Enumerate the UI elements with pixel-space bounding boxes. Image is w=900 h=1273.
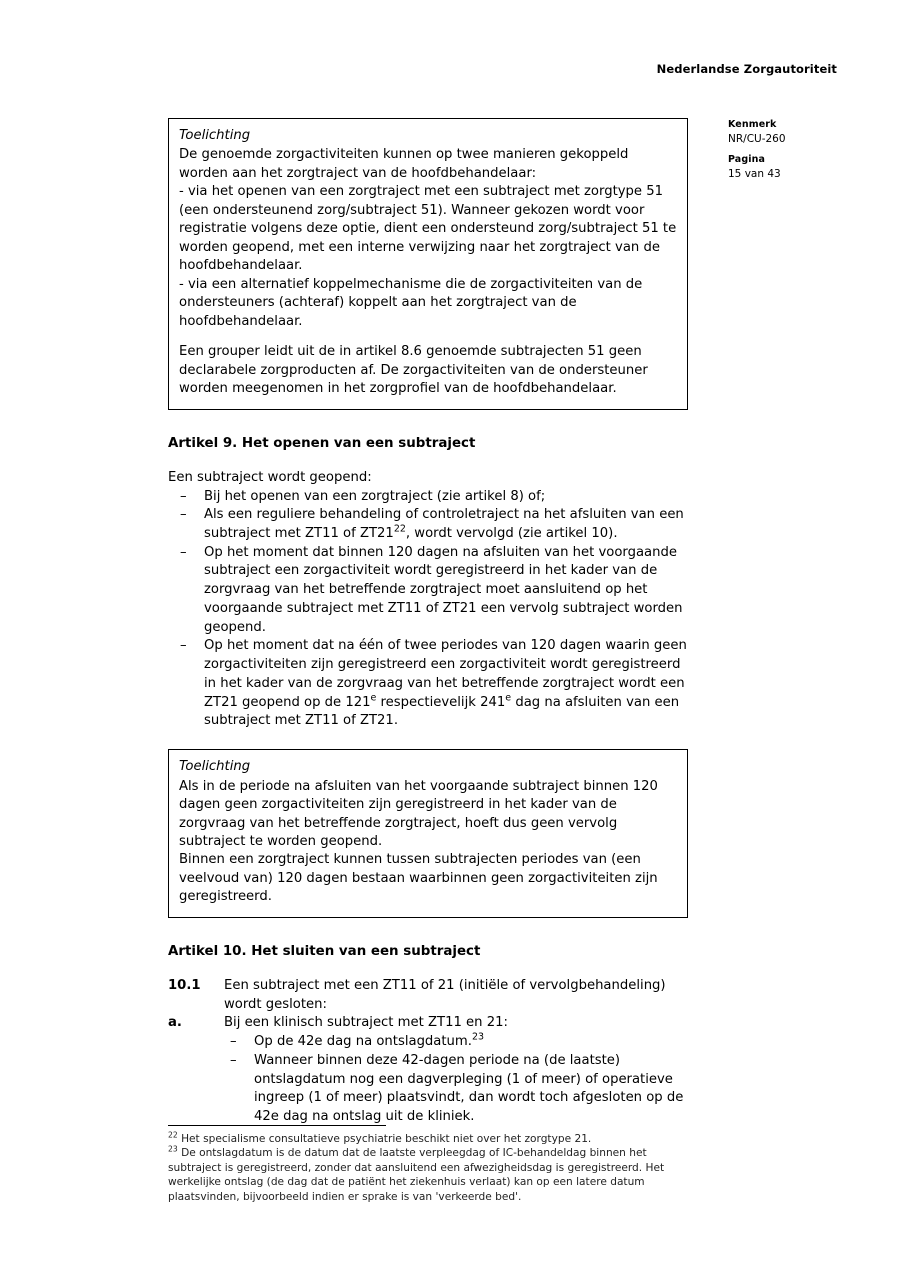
artikel-9-heading: Artikel 9. Het openen van een subtraject xyxy=(168,435,476,451)
dash-icon: – xyxy=(180,488,187,504)
pagina-value: 15 van 43 xyxy=(728,167,781,180)
toelichting-box-2-paragraph-1: Als in de periode na afsluiten van het voorgaande subtraject binnen 120 dagen geen zorgactiviteiten zijn geregistreerd in het kader van de zorgvraag van het betreffende zorgtraject, hoeft dus geen vervolg subtraject te worden geopend. xyxy=(179,778,658,849)
footnote-ref-22: 22 xyxy=(393,523,406,535)
footnote-marker-22: 22 xyxy=(168,1130,178,1140)
item-text-a: Bij een klinisch subtraject met ZT11 en 21: xyxy=(224,1015,508,1031)
list-item xyxy=(168,1014,688,1033)
document-body xyxy=(168,118,688,1127)
footnote-23-text: De ontslagdatum is de datum dat de laatste verpleegdag of IC-behandeldag binnen het subtraject is geregistreerd, zonder dat aansluitend een afwezigheidsdag is geregistreerd. Het werkelijke ontslag (de dag dat de patiënt het ziekenhuis verlaat) kan op een latere datum plaatsvinden, bijvoorbeeld indien er sprake is van 'verkeerde bed'. xyxy=(168,1147,665,1203)
list-item-text: Op het moment dat na één of twee periodes van 120 dagen waarin geen zorgactiviteiten zijn geregistreerd een zorgactiviteit wordt geregistreerd in het kader van de zorgvraag van het betreffende zorgtraject wordt een ZT21 geopend op de 121 xyxy=(204,638,687,710)
toelichting-box-1-paragraph-2: - via het openen van een zorgtraject met een subtraject met zorgtype 51 (een ondersteunend zorg/subtraject 51). Wanneer gekozen wordt voor registratie volgens deze optie, dient een ondersteund zorg/subtraject 51 te worden geopend, met een interne verwijzing naar het zorgtraject van de hoofdbehandelaar. xyxy=(179,184,677,274)
item-text-10-1: Een subtraject met een ZT11 of 21 (initiële of vervolgbehandeling) wordt gesloten: xyxy=(224,977,666,1012)
footnote-marker-23: 23 xyxy=(168,1144,178,1154)
list-item xyxy=(168,488,688,507)
artikel-10-heading: Artikel 10. Het sluiten van een subtraject xyxy=(168,943,481,959)
artikel-9-intro: Een subtraject wordt geopend: xyxy=(168,469,372,485)
artikel-10-sublist-wrapper xyxy=(224,1033,688,1127)
list-item xyxy=(168,506,688,543)
artikel-10-sublist xyxy=(224,1033,688,1127)
dash-icon: – xyxy=(180,544,187,560)
toelichting-box-1 xyxy=(168,118,688,410)
pagina-label: Pagina xyxy=(728,153,765,165)
list-item xyxy=(224,1052,688,1127)
kenmerk-label: Kenmerk xyxy=(728,119,777,130)
footnote-22 xyxy=(168,1132,688,1146)
list-item xyxy=(168,977,688,1014)
footnote-23 xyxy=(168,1146,688,1204)
toelichting-box-1-title: Toelichting xyxy=(179,128,251,143)
ordinal-superscript-241: e xyxy=(505,692,512,704)
ordinal-superscript-121: e xyxy=(370,692,377,704)
toelichting-box-2-title: Toelichting xyxy=(179,759,251,775)
item-number-a: a. xyxy=(168,1015,182,1031)
toelichting-box-1-paragraph-4: Een grouper leidt uit de in artikel 8.6 genoemde subtrajecten 51 geen declarabele zorgproducten af. De zorgactiviteiten van de ondersteuner worden meegenomen in het zorgprofiel van de hoofdbehandelaar. xyxy=(179,344,648,397)
artikel-10-list xyxy=(168,977,688,1127)
list-item-text: Op het moment dat binnen 120 dagen na afsluiten van het voorgaande subtraject een zorgactiviteit wordt geregistreerd in het kader van de zorgvraag van het betreffende zorgtraject moet aansluitend op het voorgaande subtraject met ZT11 of ZT21 een vervolg subtraject worden geopend. xyxy=(204,544,683,635)
list-item-text-after: , wordt vervolgd (zie artikel 10). xyxy=(405,525,618,541)
toelichting-box-2-paragraph-2: Binnen een zorgtraject kunnen tussen subtrajecten periodes van (een veelvoud van) 120 dagen bestaan waarbinnen geen zorgactiviteiten zijn geregistreerd. xyxy=(179,852,658,905)
list-item-text: Bij het openen van een zorgtraject (zie artikel 8) of; xyxy=(204,488,546,504)
list-item xyxy=(224,1033,688,1052)
dash-icon: – xyxy=(180,638,187,654)
list-item xyxy=(168,544,688,638)
list-item-text: Op de 42e dag na ontslagdatum. xyxy=(254,1034,472,1050)
footnote-ref-23: 23 xyxy=(471,1031,485,1043)
organisation-title: Nederlandse Zorgautoriteit xyxy=(656,62,837,76)
footnotes-section xyxy=(168,1125,688,1204)
dash-icon: – xyxy=(230,1034,237,1050)
kenmerk-value: NR/CU-260 xyxy=(728,132,786,145)
artikel-9-list xyxy=(168,488,688,732)
toelichting-box-2 xyxy=(168,749,688,918)
dash-icon: – xyxy=(180,507,187,523)
toelichting-box-1-paragraph-1: De genoemde zorgactiviteiten kunnen op twee manieren gekoppeld worden aan het zorgtraject van de hoofdbehandelaar: xyxy=(179,147,629,181)
list-item xyxy=(168,637,688,731)
list-item-text: Wanneer binnen deze 42-dagen periode na (de laatste) ontslagdatum nog een dagverpleging (1 of meer) of operatieve ingreep (1 of meer) plaatsvindt, dan wordt toch afgesloten op de 42e dag na ontslag uit de kliniek. xyxy=(254,1052,684,1125)
footnote-separator xyxy=(168,1125,386,1126)
toelichting-box-1-paragraph-3: - via een alternatief koppelmechanisme die de zorgactiviteiten van de ondersteuners (achteraf) koppelt aan het zorgtraject van de hoofdbehandelaar. xyxy=(179,276,643,329)
dash-icon: – xyxy=(230,1052,237,1068)
document-meta xyxy=(728,118,848,188)
list-item-text-end: dag na afsluiten van een subtraject met ZT11 of ZT21. xyxy=(204,694,680,729)
item-number-10-1: 10.1 xyxy=(168,977,201,993)
list-item-text: Als een reguliere behandeling of controletraject na het afsluiten van een subtraject met ZT11 of ZT21 xyxy=(204,507,684,541)
list-item-text-mid: respectievelijk 241 xyxy=(376,694,506,710)
footnote-22-text: Het specialisme consultatieve psychiatrie beschikt niet over het zorgtype 21. xyxy=(177,1133,592,1145)
